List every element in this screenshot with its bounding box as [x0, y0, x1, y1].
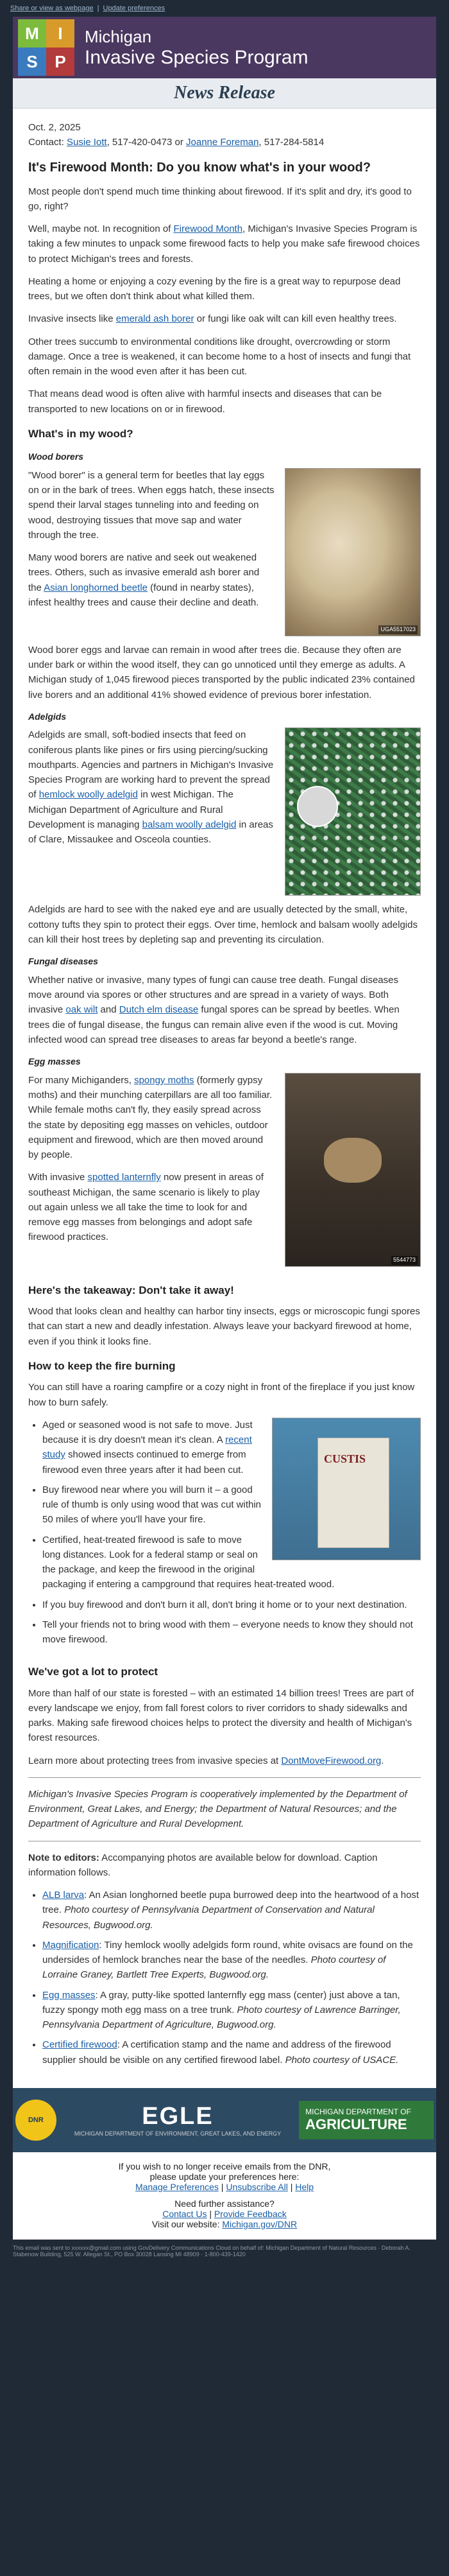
- header-line2: Invasive Species Program: [85, 46, 309, 68]
- takeaway-paragraph: Wood that looks clean and healthy can harbor tiny insects, eggs or microscopic fungi spores that can start a new and deadly infestation. Always leave your backyard firewood at home, even if you think it looks fine.: [28, 1306, 420, 1347]
- balsam-woolly-adelgid-link[interactable]: balsam woolly adelgid: [142, 819, 237, 830]
- paragraph-2: Well, maybe not. In recognition of Firewood Month, Michigan's Invasive Species Program is taking a few minutes to unpack some firewood facts to help you make safe firewood choices to protect Michigan's trees and forests.: [28, 223, 420, 265]
- alb-larva-link[interactable]: ALB larva: [42, 1890, 85, 1901]
- dutch-elm-disease-link[interactable]: Dutch elm disease: [119, 1004, 199, 1016]
- paragraph-5: Other trees succumb to environmental conditions like drought, overcrowding or storm damage. Once a tree is weakened, it can become home to a host of insects and fungi that often remain in the wood even after it has been cut.: [28, 336, 411, 377]
- logo-letter-m: M: [18, 19, 46, 48]
- caption-item: • Certified firewood: A certification stamp and the name and address of the firewood supplier should be visible on any certified firewood label. Photo courtesy of USACE.: [42, 2037, 421, 2067]
- alb-larva-photo: [285, 468, 421, 636]
- article-title: It's Firewood Month: Do you know what's in your wood?: [28, 160, 371, 175]
- unsubscribe-all-link[interactable]: Unsubscribe All: [226, 2181, 288, 2192]
- eggs-paragraph-1: For many Michiganders, spongy moths (formerly gypsy moths) and their munching caterpillars are all too familiar. While female moths can't fly, they easily spread across the state by depositing egg masses on vehicles, outdoor equipment and firewood, which are then moved around by people.: [28, 1074, 273, 1161]
- paragraph-6: That means dead wood is often alive with harmful insects and diseases that can be transported to new locations on or in firewood.: [28, 388, 382, 415]
- heading-keep-fire-burning: How to keep the fire burning: [28, 1359, 176, 1372]
- website-link[interactable]: Michigan.gov/DNR: [222, 2218, 298, 2229]
- unsubscribe-text-1: If you wish to no longer receive emails from the DNR,: [118, 2161, 331, 2171]
- larva-photo-id: UGA5517023: [378, 625, 418, 634]
- caption-item: • Egg masses: A gray, putty-like spotted lanternfly egg mass (center) just above a tan, fuzzy spongy moth egg mass on a tree trunk. Photo courtesy of Lawrence Barringer, Pennsylvania Department of Agriculture, Bugwood.org.: [42, 1988, 421, 2033]
- caption-item: • ALB larva: An Asian longhorned beetle pupa burrowed deep into the heartwood of a host tree. Photo courtesy of Pennsylvania Department of Conservation and Natural Resources, Bugwood.org.: [42, 1888, 421, 1933]
- adelgid-photo: [285, 727, 421, 896]
- egle-logo-subtitle: MICHIGAN DEPARTMENT OF ENVIRONMENT, GREAT LAKES, AND ENERGY: [74, 2130, 282, 2137]
- borers-paragraph-2: Many wood borers are native and seek out weakened trees. Others, such as invasive emerald ash borer and the Asian longhorned beetle (found in nearby states), infest healthy trees and cause their decline and death.: [28, 552, 260, 608]
- paragraph-3: Heating a home or enjoying a cozy evening by the fire is a great way to repurpose dead trees, but we often don't think about what killed them.: [28, 275, 401, 302]
- article-body: [13, 109, 436, 2088]
- contact-us-link[interactable]: Contact Us: [162, 2208, 207, 2219]
- mdard-logo: [299, 2101, 434, 2139]
- caption-item: • Magnification: Tiny hemlock woolly adelgids form round, white ovisacs are found on the undersides of hemlock branches near the base of the needles. Photo courtesy of Lorraine Graney, Bartlett Tree Experts, Bugwood.org.: [42, 1938, 421, 1983]
- paragraph-4: Invasive insects like emerald ash borer or fungi like oak wilt can kill even healthy trees.: [28, 313, 397, 325]
- spongy-moths-link[interactable]: spongy moths: [134, 1074, 194, 1086]
- contact1-phone: , 517-420-0473 or: [106, 137, 187, 148]
- recent-study-link[interactable]: recent study: [42, 1434, 252, 1461]
- protect-paragraph-1: More than half of our state is forested – with an estimated 14 billion trees! Trees are part of every landscape we enjoy, from fall forest colors to river corridors to shady sidewalks and parks. Making safe firewood choices helps to protect the diversity and health of Michigan's forest resources.: [28, 1687, 414, 1744]
- agency-logos: [13, 2088, 436, 2152]
- heading-fungal-diseases: Fungal diseases: [28, 956, 98, 967]
- news-release-bar: [13, 78, 436, 109]
- footer-sep: |: [209, 2208, 212, 2219]
- heading-egg-masses: Egg masses: [28, 1056, 81, 1067]
- burn-tip-3: • Certified, heat-treated firewood is safe to move long distances. Look for a federal stamp or seal on the package, and keep the firewood in the original packaging if entering a campground that requires heat-treated wood.: [42, 1533, 421, 1592]
- captions-list: [28, 1888, 421, 2067]
- release-date: Oct. 2, 2025: [28, 122, 81, 133]
- firewood-month-link[interactable]: Firewood Month: [173, 223, 243, 234]
- asian-longhorned-beetle-link[interactable]: Asian longhorned beetle: [44, 582, 148, 593]
- footer-sep: |: [290, 2181, 293, 2192]
- heading-protect: We've got a lot to protect: [28, 1666, 158, 1678]
- egg-masses-link[interactable]: Egg masses: [42, 1989, 96, 2001]
- oak-wilt-link[interactable]: oak wilt: [65, 1004, 98, 1016]
- provide-feedback-link[interactable]: Provide Feedback: [214, 2208, 287, 2219]
- logo-letter-s: S: [18, 48, 46, 76]
- unsubscribe-text-2: please update your preferences here:: [149, 2171, 300, 2182]
- misp-logo: [18, 19, 74, 76]
- need-assistance: Need further assistance?: [174, 2198, 275, 2209]
- fungal-paragraph: Whether native or invasive, many types of fungi can cause tree death. Fungal diseases move around via spores or other structures and are spread in a variety of ways. Both invasive oak wilt and Dutch elm disease fungal spores can be spread by beetles. When trees die of fungal disease, the fungus can remain alive even if the wood is cut. Moving infected wood can spread tree diseases to areas far beyond a beetle's range.: [28, 974, 400, 1045]
- egg-masses-photo: [285, 1073, 421, 1267]
- borers-paragraph-1: "Wood borer" is a general term for beetles that lay eggs on or in the bark of trees. When eggs hatch, these insects spend their larval stages tunneling into and feeding on wood, destroying tissues that move sap and water through the tree.: [28, 469, 275, 541]
- editors-note: Note to editors: Accompanying photos are available below for download. Caption information follows.: [28, 1852, 378, 1878]
- header-line1: Michigan: [85, 26, 152, 46]
- divider-1: [28, 1777, 421, 1778]
- heading-adelgids: Adelgids: [28, 711, 67, 722]
- hemlock-woolly-adelgid-link[interactable]: hemlock woolly adelgid: [38, 789, 138, 801]
- adelgids-paragraph-2: Adelgids are hard to see with the naked eye and are usually detected by the small, white, cottony tufts they spin to protect their eggs. Over time, hemlock and balsam woolly adelgids can kill their host trees by depleting sap and preventing its circulation.: [28, 904, 418, 945]
- logo-letter-i: I: [46, 19, 74, 48]
- egle-logo-name: EGLE: [142, 2103, 214, 2130]
- contact2-link[interactable]: Joanne Foreman: [186, 137, 259, 148]
- eggs-photo-id: 5544773: [391, 1256, 418, 1265]
- borers-paragraph-3: Wood borer eggs and larvae can remain in wood after trees die. Because they often are under bark or within the wood itself, they can go unnoticed until they emerge as adults. A Michigan study of 1,045 firewood pieces transported by the public indicated 23% contained live borers and an additional 41% showed evidence of previous borer infestation.: [28, 644, 415, 701]
- help-link[interactable]: Help: [295, 2181, 314, 2192]
- contact-prefix: Contact:: [28, 137, 64, 148]
- firewood-bag-brand: CUSTIS: [324, 1452, 366, 1465]
- burn-tip-5: • Tell your friends not to bring wood with them – everyone needs to know they should not move firewood.: [42, 1617, 421, 1648]
- logo-letter-p: P: [46, 48, 74, 76]
- heading-takeaway: Here's the takeaway: Don't take it away!: [28, 1284, 234, 1296]
- magnification-link[interactable]: Magnification: [42, 1939, 99, 1951]
- protect-paragraph-2: Learn more about protecting trees from invasive species at DontMoveFirewood.org.: [28, 1755, 384, 1766]
- footer-sep: |: [221, 2181, 224, 2192]
- certified-firewood-link[interactable]: Certified firewood: [42, 2039, 117, 2051]
- mdard-logo-prefix: MICHIGAN DEPARTMENT OF: [305, 2107, 411, 2116]
- dontmovefirewood-link[interactable]: DontMoveFirewood.org: [281, 1755, 382, 1766]
- manage-preferences-link[interactable]: Manage Preferences: [135, 2181, 219, 2192]
- website-label: Visit our website:: [151, 2218, 223, 2229]
- certified-firewood-photo: [272, 1418, 421, 1560]
- program-header: [13, 17, 436, 78]
- delivery-disclaimer: This email was sent to xxxxxx@gmail.com using GovDelivery Communications Cloud on behalf of: Michigan Department of Natural Resources · Deborah A. Stabenow Building, 525 W. Allegan St., PO Box 30028 Lansing MI 48909 · 1-800-439-1420: [13, 2244, 411, 2258]
- burn-tip-2: • Buy firewood near where you will burn it – a good rule of thumb is only using wood that was cut within 50 miles of where you'll have your fire.: [42, 1483, 421, 1527]
- update-preferences-link[interactable]: Update preferences: [103, 4, 165, 12]
- top-bar-separator: |: [97, 4, 99, 12]
- program-note: Michigan's Invasive Species Program is cooperatively implemented by the Department of Environment, Great Lakes, and Energy; the Department of Natural Resources; and the Department of Agriculture and Rural Development.: [28, 1788, 407, 1830]
- share-link[interactable]: Share or view as webpage: [10, 4, 94, 12]
- heading-wood-borers: Wood borers: [28, 451, 84, 462]
- email-footer: [13, 2152, 436, 2240]
- egle-logo: [74, 2103, 281, 2137]
- emerald-ash-borer-link[interactable]: emerald ash borer: [115, 313, 194, 325]
- adelgids-paragraph-1: Adelgids are small, soft-bodied insects that feed on coniferous plants like pines or firs using piercing/sucking mouthparts. Agencies and partners in Michigan's Invasive Species Program are working hard to prevent the spread of hemlock woolly adelgid in west Michigan. The Michigan Department of Agriculture and Rural Development is managing balsam woolly adelgid in areas of Clare, Missaukee and Osceola counties.: [28, 729, 274, 846]
- contact2-phone: , 517-284-5814: [258, 137, 325, 148]
- paragraph-1: Most people don't spend much time thinking about firewood. If it's split and dry, it's good to go, right?: [28, 186, 412, 212]
- mdard-logo-name: AGRICULTURE: [305, 2116, 407, 2132]
- burn-tip-1: • Aged or seasoned wood is not safe to move. Just because it is dry doesn't mean it's clean. A recent study showed insects continued to emerge from firewood even three years after it had been cut.: [42, 1418, 421, 1477]
- magnification-inset: [297, 786, 338, 827]
- dnr-seal-logo: DNR: [15, 2100, 56, 2141]
- contact1-link[interactable]: Susie Iott: [67, 137, 107, 148]
- meta: [28, 120, 421, 150]
- news-release-title: News Release: [174, 83, 275, 103]
- top-bar: [0, 0, 449, 17]
- heading-whats-in-wood: What's in my wood?: [28, 427, 133, 440]
- burn-tip-4: • If you buy firewood and don't burn it all, don't bring it home or to your next destination.: [42, 1597, 421, 1612]
- eggs-paragraph-2: With invasive spotted lanternfly now present in areas of southeast Michigan, the same scenario is likely to play out again unless we all take the time to look for and remove egg masses from belongings and adopt safe firewood practices.: [28, 1172, 264, 1243]
- spotted-lanternfly-link[interactable]: spotted lanternfly: [87, 1172, 161, 1183]
- burn-paragraph: You can still have a roaring campfire or a cozy night in front of the fireplace if you just know how to burn safely.: [28, 1382, 415, 1408]
